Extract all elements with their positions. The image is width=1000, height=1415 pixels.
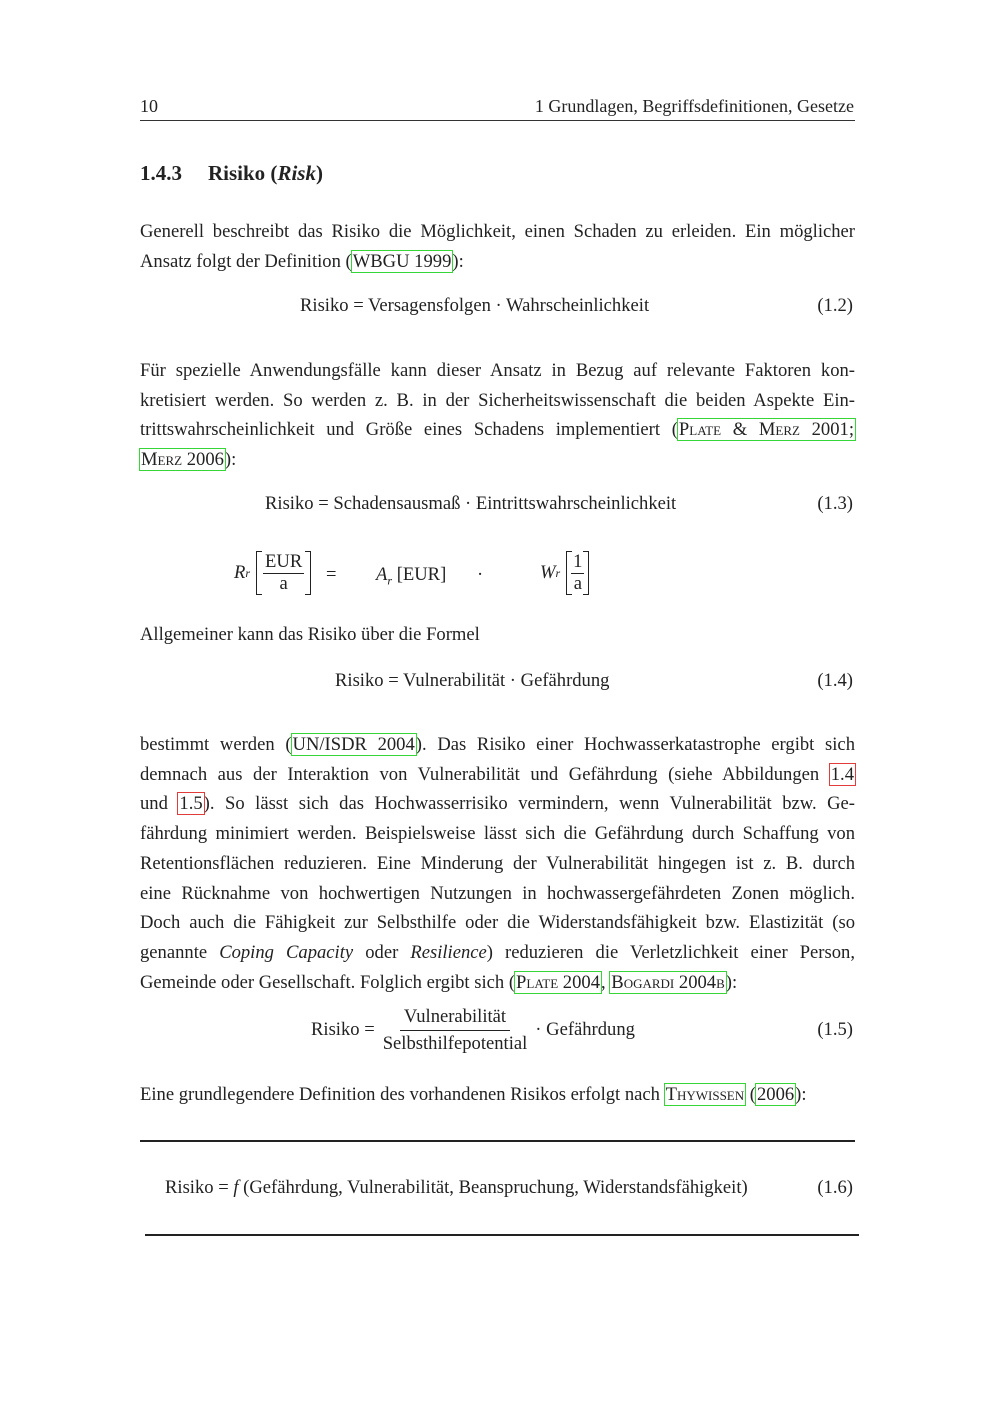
- citation-plate-2004[interactable]: Plate 2004: [516, 971, 600, 993]
- page-number: 10: [140, 96, 158, 116]
- citation-un-isdr-2004[interactable]: UN/ISDR 2004: [292, 734, 415, 755]
- equation-box-top-rule: [140, 1140, 855, 1142]
- paragraph-1: Generell beschreibt das Risiko die Möglichkeit, einen Schaden zu erleiden. Ein möglicher Ansatz folgt der Definition (WBGU 1999):: [140, 221, 855, 272]
- fraction-vulnerability-self-help: $\frac{\text{Vulnerabilität}}{\text{Selbsthilfepotential}}$: [382, 1005, 528, 1054]
- section-title: Risiko (Risk): [208, 161, 323, 185]
- equation-1-2: Risiko = Versagensfolgen · Wahrscheinlichkeit: [300, 295, 650, 316]
- equation-number-1-6: (1.6): [817, 1177, 853, 1198]
- paragraph-2: Für spezielle Anwendungsfälle kann dieser Ansatz in Bezug auf relevante Faktoren kon- kretisiert werden. So werden z. B. in der Sicherheitswissenschaft die beiden Aspekte Ein- trittswahrscheinlichkeit und Größe eines Schadens implementiert (Plate & Merz 2001; Merz 2006):: [140, 360, 855, 471]
- unit-fraction-eur-per-a: EUR a: [256, 551, 311, 595]
- units-probability: W r 1 a: [540, 550, 589, 596]
- figure-ref-1-5[interactable]: 1.5: [179, 793, 203, 815]
- section-number: 1.4.3: [140, 161, 182, 185]
- equation-number-1-3: (1.3): [817, 493, 853, 514]
- equation-box-bottom-rule: [145, 1234, 859, 1236]
- units-equals: =: [326, 564, 337, 585]
- equation-1-3: Risiko = Schadensausmaß · Eintrittswahrscheinlichkeit: [265, 493, 677, 514]
- units-dot: ·: [477, 564, 484, 585]
- running-title: 1 Grundlagen, Begriffsdefinitionen, Gesetze: [534, 96, 854, 116]
- paragraph-3: Allgemeiner kann das Risiko über die Formel: [140, 624, 480, 645]
- paragraph-5: Eine grundlegendere Definition des vorhandenen Risikos erfolgt nach Thywissen (2006):: [140, 1084, 807, 1105]
- section-title-en: Risk: [277, 161, 316, 185]
- figure-ref-1-4[interactable]: 1.4: [830, 763, 854, 785]
- citation-wbgu-1999[interactable]: WBGU 1999: [352, 250, 452, 272]
- units-damage: $A_r$ [EUR]: [376, 564, 447, 588]
- unit-fraction-1-per-a: 1 a: [566, 551, 589, 595]
- citation-thywissen-2006[interactable]: 2006: [756, 1084, 795, 1105]
- term-coping-capacity: Coping Capacity: [219, 941, 354, 963]
- citation-bogardi-2004b[interactable]: Bogardi 2004b: [611, 971, 725, 993]
- header-rule: [140, 120, 855, 121]
- equation-number-1-5: (1.5): [817, 1019, 853, 1040]
- equation-number-1-2: (1.2): [817, 295, 853, 316]
- citation-merz-2006[interactable]: Merz 2006: [141, 449, 224, 471]
- equation-number-1-4: (1.4): [817, 670, 853, 691]
- term-resilience: Resilience: [410, 941, 487, 963]
- citation-thywissen[interactable]: Thywissen: [665, 1084, 745, 1105]
- equation-1-6: Risiko = f (Gefährdung, Vulnerabilität, Beanspruchung, Widerstandsfähigkeit): [165, 1177, 748, 1198]
- paragraph-4: bestimmt werden (UN/ISDR 2004). Das Risiko einer Hochwasserkatastrophe ergibt sich demnach aus der Interaktion von Vulnerabilität und Gefährdung (siehe Abbildungen 1.4 und 1.5). So lässt sich das Hochwasserrisiko vermindern, wenn Vulnerabilität bzw. Ge- fährdung minimiert werden. Beispielsweise lässt sich die Gefährdung durch Schaffung von Retentionsflächen reduzieren. Eine Minderung der Vulnerabilität hingegen ist z. B. durch eine Rücknahme von hochwertigen Nutzungen in hochwassergefährdeten Zonen möglich. Doch auch die Fähigkeit zur Selbsthilfe oder die Widerstandsfähigkeit bzw. Elastizität (so genannte Coping Capacity oder Resilience) reduzieren die Verletzlichkeit einer Person, Gemeinde oder Gesellschaft. Folglich ergibt sich (Plate 2004, Bogardi 2004b):: [140, 734, 855, 993]
- units-risk: R r EUR a: [234, 550, 311, 596]
- equation-1-5: Risiko = $\frac{\text{Vulnerabilität}}{\text{Selbsthilfepotential}}$ · Gefährdung: [311, 1005, 635, 1054]
- citation-plate-merz-2001[interactable]: Plate & Merz 2001;: [678, 419, 854, 441]
- equation-1-4: Risiko = Vulnerabilität · Gefährdung: [335, 670, 610, 691]
